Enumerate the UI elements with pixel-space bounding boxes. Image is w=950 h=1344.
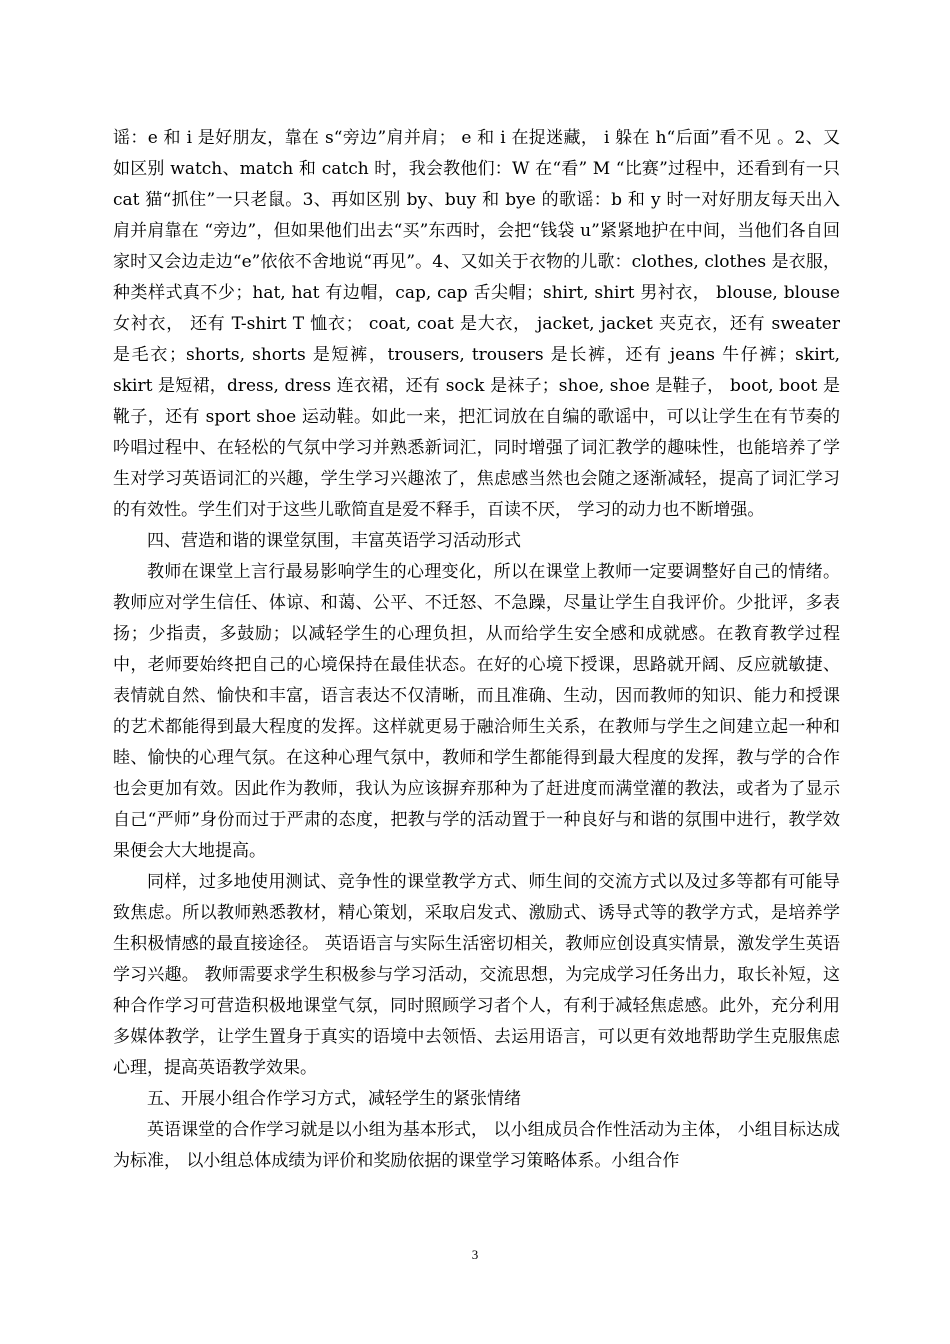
paragraph-teaching-methods: 同样，过多地使用测试、竞争性的课堂教学方式、师生间的交流方式以及过多等都有可能导致焦虑。所以教师熟悉教材，精心策划，采取启发式、激励式、诱导式等的教学方式，是培养学生积极情感的最直接途径。 英语语言与实际生活密切相关，教师应创设真实情景，激发学生英语学习兴趣。 教师需要求学生积极参与学习活动，交流思想，为完成学习任务出力，取长补短，这种合作学习可营造积极地课堂气氛，同时照顾学习者个人，有利于减轻焦虑感。此外，充分利用多媒体教学，让学生置身于真实的语境中去领悟、去运用语言，可以更有效地帮助学生克服焦虑心理，提高英语教学效果。 <box>113 872 840 1078</box>
page-number: 3 <box>471 1247 479 1262</box>
paragraph-continuation: 谣：e 和 i 是好朋友，靠在 s“旁边”肩并肩； e 和 i 在捉迷藏， i 躲在 h“后面”看不见 。2、又如区别 watch、match 和 catch 时，我会教他们：W 在“看” M “比赛”过程中，还看到有一只 cat 猫“抓住”一只老鼠。3、再如区别 by、buy 和 bye 的歌谣：b 和 y 时一对好朋友每天出入肩并肩靠在 “旁边”，但如果他们出去“买”东西时，会把“钱袋 u”紧紧地护在中间，当他们各自回家时又会边走边“e”依依不舍地说“再见”。4、又如关于衣物的儿歌：clothes, clothes 是衣服， 种类样式真不少；hat, hat 有边帽，cap, cap 舌尖帽；shirt, shirt 男衬衣， blouse, blouse 女衬衣， 还有 T-shirt T 恤衣； coat, coat 是大衣， jacket, jacket 夹克衣，还有 sweater 是毛衣；shorts, shorts 是短裤，trousers, trousers 是长裤，还有 jeans 牛仔裤；skirt, skirt 是短裙，dress, dress 连衣裙，还有 sock 是袜子；shoe, shoe 是鞋子， boot, boot 是靴子，还有 sport shoe 运动鞋。如此一来，把汇词放在自编的歌谣中，可以让学生在有节奏的吟唱过程中、在轻松的气氛中学习并熟悉新词汇，同时增强了词汇教学的趣味性，也能培养了学生对学习英语词汇的兴趣，学生学习兴趣浓了，焦虑感当然也会随之逐渐减轻，提高了词汇学习的有效性。学生们对于这些儿歌简直是爱不释手，百读不厌， 学习的动力也不断增强。 <box>113 128 840 520</box>
section-heading-4: 四、营造和谐的课堂氛围，丰富英语学习活动形式 <box>147 531 521 551</box>
paragraph-group-learning: 英语课堂的合作学习就是以小组为基本形式， 以小组成员合作性活动为主体， 小组目标达成为标准， 以小组总体成绩为评价和奖励依据的课堂学习策略体系。小组合作 <box>113 1120 840 1171</box>
paragraph-classroom-atmosphere: 教师在课堂上言行最易影响学生的心理变化，所以在课堂上教师一定要调整好自己的情绪。教师应对学生信任、体谅、和蔼、公平、不迁怒、不急躁，尽量让学生自我评价。少批评，多表扬；少指责，多鼓励；以减轻学生的心理负担，从而给学生安全感和成就感。在教育教学过程中，老师要始终把自己的心境保持在最佳状态。在好的心境下授课，思路就开阔、反应就敏捷、表情就自然、愉快和丰富，语言表达不仅清晰，而且准确、生动，因而教师的知识、能力和授课的艺术都能得到最大程度的发挥。这样就更易于融洽师生关系，在教师与学生之间建立起一种和睦、愉快的心理气氛。在这种心理气氛中，教师和学生都能得到最大程度的发挥，教与学的合作也会更加有效。因此作为教师，我认为应该摒弃那种为了赶进度而满堂灌的教法，或者为了显示自己“严师”身份而过于严肃的态度，把教与学的活动置于一种良好与和谐的氛围中进行，教学效果便会大大地提高。 <box>113 562 840 861</box>
section-heading-5: 五、开展小组合作学习方式，减轻学生的紧张情绪 <box>147 1089 521 1109</box>
body-text <box>113 123 840 1177</box>
